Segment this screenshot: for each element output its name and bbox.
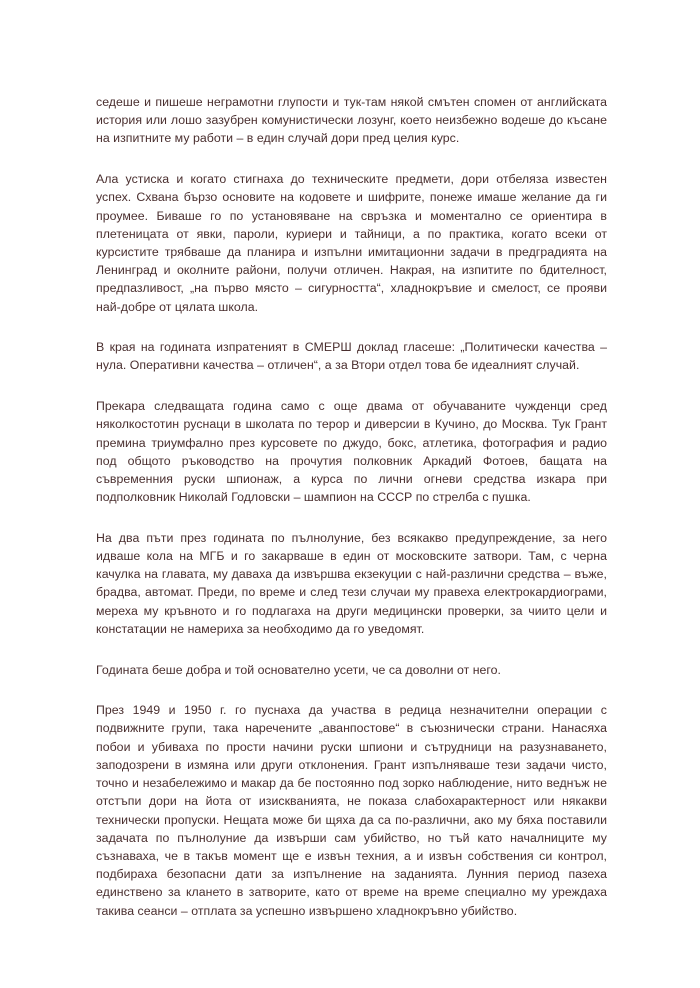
paragraph: седеше и пишеше неграмотни глупости и тук-там някой смътен спомен от английската история или лошо зазубрен комунистически лозунг, което неизбежно водеше до късане на изпитните му работи – в един случай дори пред целия курс. <box>96 95 607 146</box>
paragraph: Прекара следващата година само с още двама от обучаваните чужденци сред няколкостотин руснаци в школата по терор и диверсии в Кучино, до Москва. Тук Грант премина триумфално през курсовете по джудо, бокс, атлетика, фотография и радио под общото ръководство на прочутия полковник Аркадий Фотоев, бащата на съвременния руски шпионаж, а курса по лични огневи средства изкара при подполковник Николай Годловски – шампион на СССР по стрелба с пушка. <box>96 399 607 505</box>
document-body <box>96 93 607 942</box>
paragraph: Ала устиска и когато стигнаха до техническите предмети, дори отбеляза известен успех. Схвана бързо основите на кодовете и шифрите, понеже имаше желание да ги проумее. Биваше го по установяване на свръзка и моментално се ориентира в плетеницата от явки, пароли, куриери и тайници, а по практика, когато всеки от курсистите трябваше да планира и изпълни имитационни задачи в предградията на Ленинград и околните райони, получи отличен. Накрая, на изпитите по бдителност, предпазливост, „на първо място – сигурността“, хладнокръвие и смелост, се прояви най-добре от цялата школа. <box>96 172 607 314</box>
paragraph: В края на годината изпратеният в СМЕРШ доклад гласеше: „Политически качества – нула. Оперативни качества – отличен“, а за Втори отдел това бе идеалният случай. <box>96 340 607 373</box>
paragraph: На два пъти през годината по пълнолуние, без всякакво предупреждение, за него идваше кола на МГБ и го закарваше в един от московските затвори. Там, с черна качулка на главата, му даваха да извършва екзекуции с най-различни средства – въже, брадва, автомат. Преди, по време и след тези случаи му правеха електрокардиограми, мереха му кръвното и го подлагаха на други медицински проверки, за чиито цели и констатации не намериха за необходимо да го уведомят. <box>96 530 607 636</box>
paragraph: През 1949 и 1950 г. го пуснаха да участва в редица незначителни операции с подвижните групи, така наречените „аванпостове“ в съюзнически страни. Нанасяха побои и убиваха по прости начини руски шпиони и сътрудници на разузнаването, заподозрени в измяна или други отклонения. Грант изпълняваше тези задачи чисто, точно и незабележимо и макар да бе постоянно под зорко наблюдение, нито веднъж не отстъпи дори на йота от изискванията, не показа слабохарактерност или някакви технически пропуски. Нещата може би щяха да са по-различни, ако му бяха поставили задачата по пълнолуние да извърши сам убийство, но тъй като началниците му съзнаваха, че в такъв момент ще е извън техния, а и извън собствения си контрол, подбираха безопасни дати за изпълнение на заданията. Лунния период пазеха единствено за клането в затворите, като от време на време специално му уреждаха такива сеанси – отплата за успешно извършено хладнокръвно убийство. <box>96 703 607 918</box>
paragraph: Годината беше добра и той основателно усети, че са доволни от него. <box>96 662 502 677</box>
